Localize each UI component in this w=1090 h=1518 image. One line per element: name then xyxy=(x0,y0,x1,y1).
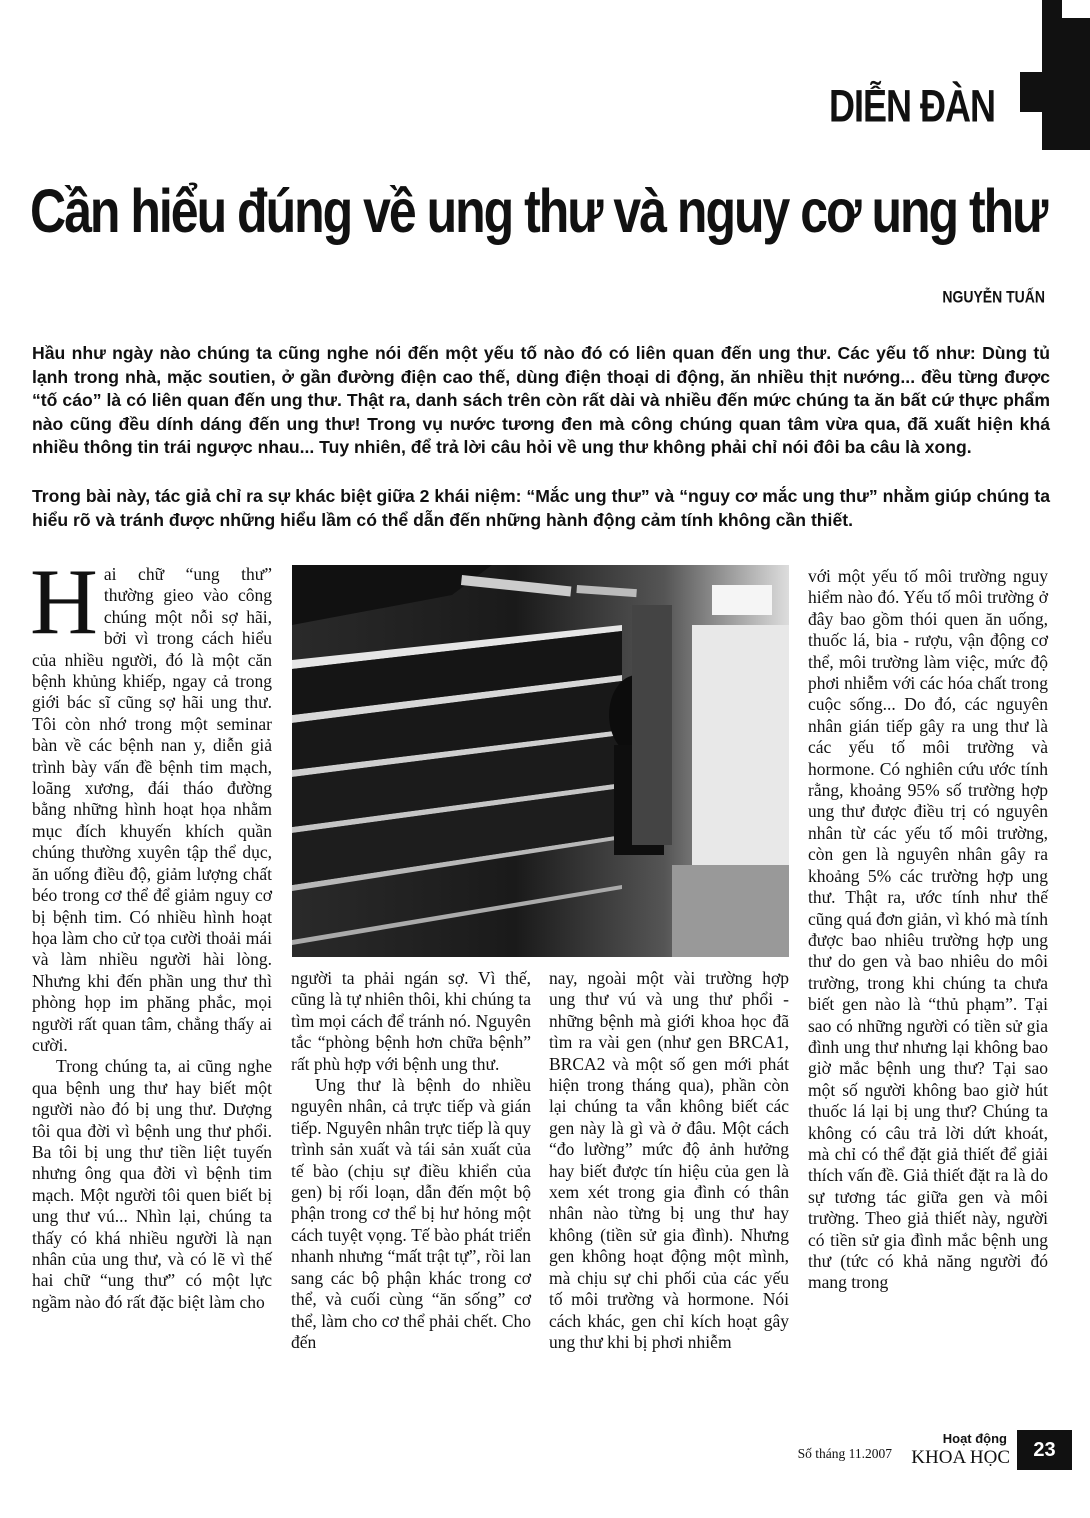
col4-paragraph-1: với một yếu tố môi trường nguy hiểm nào đó. Yếu tố môi trường ở đây bao gồm thói quen ăn uống, thuốc lá, bia - rượu, vận động cơ thể, môi trường làm việc, mức độ phơi nhiễm với các hóa chất trong cuộc sống... Do đó, các nguyên nhân gián tiếp gây ra ung thư là các yếu tố môi trường và hormone. Có nghiên cứu ước tính rằng, khoảng 95% số trường hợp ung thư được điều trị có nguyên nhân từ các yếu tố môi trường, còn gen là nguyên nhân gây ra khoảng 5% các trường hợp ung thư. Thật ra, ước tính như thế cũng quá đơn giản, vì khó mà tính được bao nhiêu trường hợp ung thư do gen và bao nhiêu do môi trường, trong khi chúng ta chưa biết gen nào là “thủ phạm”. Tại sao có những người có tiền sử gia đình ung thư nhưng lại không bao giờ mắc bệnh ung thư? Tại sao một số người không bao giờ hút thuốc lá lại bị ung thư? Chúng ta không có câu trả lời dứt khoát, mà chỉ có thể đặt giả thiết để giải thích vấn đề. Giả thiết đặt ra là do sự tương tác giữa gen và môi trường. Theo giả thiết này, người có tiền sử gia đình mắc bệnh ung thư (tức có khả năng người đó mang trong xyxy=(808,566,1048,1293)
corner-decoration xyxy=(1000,0,1090,150)
col3-paragraph-1: nay, ngoài một vài trường hợp ung thư vú và ung thư phổi - những bệnh mà giới khoa học đã tìm ra vài gen (như gen BRCA1, BRCA2 và một số gen mới phát hiện trong tháng qua), phần còn lại chúng ta vẫn không biết các gen này là gì và ở đâu. Một cách “đo lường” mức độ ảnh hưởng hay biết được tín hiệu của gen là xem xét trong gia đình có thân nhân nào từng bị ung thư hay không (tiền sử gia đình). Nhưng gen không hoạt động một mình, mà chịu sự chi phối của các yếu tố môi trường và hormone. Nói cách khác, gen chỉ kích hoạt gây ung thư khi bị phơi nhiễm xyxy=(549,968,789,1352)
col2-paragraph-1: người ta phải ngán sợ. Vì thế, cũng là tự nhiên thôi, khi chúng ta tìm mọi cách để tránh nó. Nguyên tắc “phòng bệnh hơn chữa bệnh” rất phù hợp với bệnh ung thư. xyxy=(291,968,531,1074)
column-2 xyxy=(291,968,531,1353)
article-author: NGUYỄN TUẤN xyxy=(942,287,1045,307)
lead-paragraph-2: Trong bài này, tác giả chỉ ra sự khác biệt giữa 2 khái niệm: “Mắc ung thư” và “nguy cơ mắc ung thư” nhằm giúp chúng ta hiểu rõ và tránh được những hiểu lầm có thể dẫn đến những hành động cảm tính không cần thiết. xyxy=(32,486,1050,530)
magazine-name: KHOA HỌC xyxy=(911,1447,1010,1468)
lead-paragraph-1: Hầu như ngày nào chúng ta cũng nghe nói đến một yếu tố nào đó có liên quan đến ung thư. Các yếu tố như: Dùng tủ lạnh trong nhà, mặc soutien, ở gần đường điện cao thế, dùng điện thoại di động, ăn nhiều thịt nướng... đều từng được “tố cáo” là có liên quan đến ung thư. Thật ra, danh sách trên còn rất dài và nhiều đến mức chúng ta ăn bất cứ thực phẩm nào cũng đều dính dáng đến ung thư! Trong vụ nước tương đen mà công chúng quan tâm vừa qua, đã xuất hiện khá nhiều thông tin trái ngược nhau... Tuy nhiên, để trả lời câu hỏi về ung thư không phải chỉ nói đôi ba câu là xong. xyxy=(32,343,1050,458)
col1-paragraph-1: Hai chữ “ung thư” thường gieo vào công chúng một nỗi sợ hãi, bởi vì trong cách hiểu của nhiều người, đó là một căn bệnh khủng khiếp, ngay cả trong giới bác sĩ cũng sợ hãi ung thư. Tôi còn nhớ trong một seminar bàn về các bệnh nan y, diễn giả trình bày vấn đề bệnh tim mạch, loãng xương, đái tháo đường bằng những hình hoạt họa nhằm mục đích khuyến khích quần chúng thường xuyên tập thể dục, ăn uống điều độ, giảm lượng chất béo trong cơ thể để giảm nguy cơ bị bệnh tim. Có nhiều hình hoạt họa làm cho cử tọa cười thoải mái và làm nhiều người hài lòng. Nhưng khi đến phần ung thư thì phòng họp im phăng phắc, mọi người rất quan tâm, chẳng thấy ai cười. xyxy=(30,550,272,1055)
drop-cap: H xyxy=(30,550,98,654)
issue-date: Số tháng 11.2007 xyxy=(797,1446,892,1461)
col1-paragraph-2: Trong chúng ta, ai cũng nghe qua bệnh ung thư hay biết một người nào đó bị ung thư. Dượng tôi qua đời vì bệnh ung thư phổi. Ba tôi bị ung thư tiền liệt tuyến nhưng ông qua đời vì bệnh tim mạch. Một người tôi quen biết bị ung thư vú... Nhìn lại, chúng ta thấy có khá nhiều người là nạn nhân của ung thư, và có lẽ vì thế hai chữ “ung thư” có một lực ngầm nào đó rất đặc biệt làm cho xyxy=(32,1056,272,1312)
magazine-name-top: Hoạt động xyxy=(942,1431,1007,1446)
section-label: DIỄN ĐÀN xyxy=(828,80,995,132)
article-title: Cần hiểu đúng về ung thư và nguy cơ ung thư xyxy=(30,177,1047,246)
column-4 xyxy=(808,566,1048,1294)
column-1 xyxy=(30,550,272,1313)
page-number: 23 xyxy=(1017,1430,1072,1470)
article-photo xyxy=(292,565,789,957)
column-3 xyxy=(549,968,789,1353)
col2-paragraph-2: Ung thư là bệnh do nhiều nguyên nhân, cả trực tiếp và gián tiếp. Nguyên nhân trực tiếp là quy trình sản xuất và tái sản xuất của tế bào (chịu sự điều khiển của gen) bị rối loạn, dẫn đến một bộ phận trong cơ thể bị hư hỏng một cách tuyệt vọng. Tế bào phát triển nhanh nhưng “mất trật tự”, rồi lan sang các bộ phận khác trong cơ thể, và cuối cùng “ăn sống” cơ thể, làm cho cơ thể phải chết. Cho đến xyxy=(291,1075,531,1352)
